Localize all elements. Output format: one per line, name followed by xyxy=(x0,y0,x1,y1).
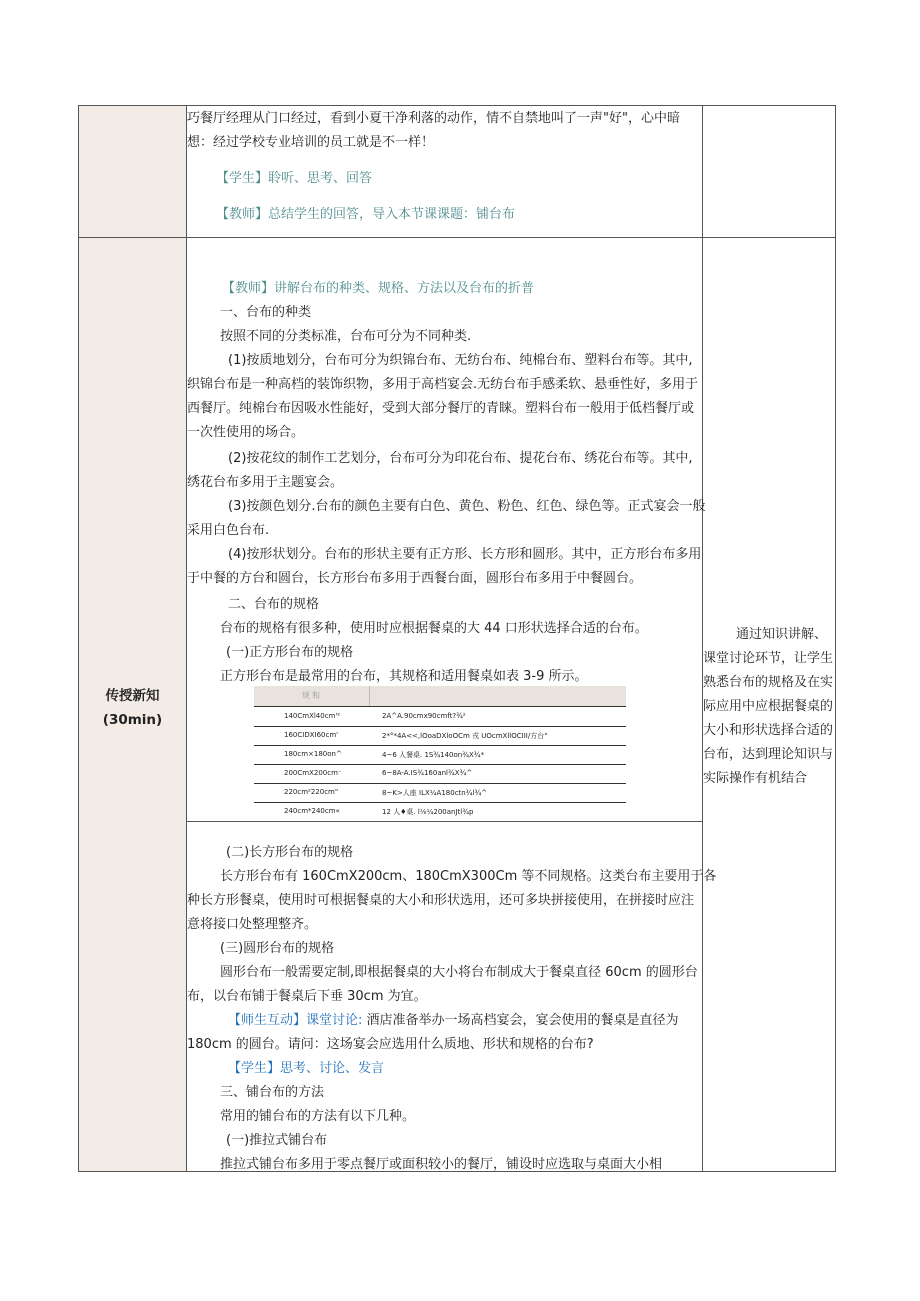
spec-size: 160CIDXI60cm' xyxy=(284,731,339,739)
spec-row xyxy=(254,745,626,764)
spec-table xyxy=(254,686,626,820)
student-text: 聆听、思考、回答 xyxy=(268,171,373,186)
spec-table-header xyxy=(254,686,626,706)
right-note-6: 台布，达到理论知识与 xyxy=(703,747,834,762)
para-5-line-2: 于中餐的方台和圆台，长方形台布多用于西餐台面，圆形台布多用于中餐圆台。 xyxy=(187,571,643,586)
spec-row xyxy=(254,783,626,802)
spec-row xyxy=(254,726,626,745)
col-divider-1 xyxy=(186,105,187,1172)
interaction-line-2: 180cm 的圆台。请问：这场宴会应选用什么质地、形状和规格的台布? xyxy=(187,1037,594,1052)
para-5-line-1: (4)按形状划分。台布的形状主要有正方形、长方形和圆形。其中，正方形台布多用 xyxy=(228,547,702,562)
teacher-intro-text: 讲解台布的种类、规格、方法以及台布的折普 xyxy=(274,281,535,296)
para-10: 常用的铺台布的方法有以下几种。 xyxy=(220,1109,416,1124)
student2-text: 思考、讨论、发言 xyxy=(280,1061,385,1076)
para-4-line-1: (3)按颜色划分.台布的颜色主要有白色、黄色、粉色、红色、绿色等。正式宴会一般 xyxy=(228,499,706,514)
para-3-line-2: 绣花台布多用于主题宴会。 xyxy=(187,475,344,490)
interaction-line-1 xyxy=(228,1009,679,1033)
spec-header-col-line xyxy=(369,686,370,706)
inner-divider xyxy=(186,821,702,822)
right-note-4: 际应用中应根据餐桌的 xyxy=(703,699,834,714)
section-title-line2: (30min) xyxy=(102,712,163,728)
row-divider xyxy=(78,237,836,238)
spec-size: 140CmXl40cm'² xyxy=(284,712,341,720)
spec-use: 4~6 人餐桌. 1S¾140on¾X¾* xyxy=(382,751,485,759)
student-response xyxy=(216,167,372,191)
student-tag: 【学生】 xyxy=(216,171,269,186)
spec-use: 2*°*4A<<,lOoaDXloOCm 戎 UOcmXllOCIII/方台" xyxy=(382,732,548,740)
heading-2: 二、台布的规格 xyxy=(228,597,320,612)
spec-use: 6~8A-A.IS¾160anl¾X¾^ xyxy=(382,769,473,777)
para-2-line-3: 西餐厅。纯棉台布因吸水性能好，受到大部分餐厅的青睐。塑料台布一般用于低档餐厅或 xyxy=(187,401,695,416)
para-8-line-3: 意将接口处整理整齐。 xyxy=(187,917,318,932)
para-11: 推拉式铺台布多用于零点餐厅或面积较小的餐厅，铺设时应选取与桌面大小相 xyxy=(220,1157,663,1172)
para-7: 正方形台布是最常用的台布，其规格和适用餐桌如表 3-9 所示。 xyxy=(220,669,588,684)
interaction-label: 课堂讨论: xyxy=(306,1013,363,1028)
heading-2b: (二)长方形台布的规格 xyxy=(226,845,354,860)
student-response-2 xyxy=(228,1057,384,1081)
teacher-summary xyxy=(216,203,515,227)
para-9-line-1: 圆形台布一般需要定制,即根据餐桌的大小将台布制成大于餐桌直径 60cm 的圆形台 xyxy=(220,965,698,980)
spec-row xyxy=(254,707,626,726)
student2-tag: 【学生】 xyxy=(228,1061,281,1076)
spec-size: 200CmX200cm⁻ xyxy=(284,769,342,777)
heading-3: 三、铺台布的方法 xyxy=(220,1085,325,1100)
right-note-3: 熟悉台布的规格及在实 xyxy=(703,675,834,690)
teacher-intro xyxy=(222,277,534,301)
right-note-1: 通过知识讲解、 xyxy=(736,627,828,642)
interaction-tag: 【师生互动】 xyxy=(228,1013,307,1028)
right-note-2: 课堂讨论环节，让学生 xyxy=(703,651,834,666)
top-line-1: 巧餐厅经理从门口经过，看到小夏干净利落的动作，情不自禁地叫了一声"好"，心中暗 xyxy=(187,111,680,126)
para-8-line-1: 长方形台布有 160CmX200cm、180CmX300Cm 等不同规格。这类台布主要用于各 xyxy=(220,869,717,884)
top-line-2: 想：经过学校专业培训的员工就是不一样！ xyxy=(187,135,435,150)
col-divider-2 xyxy=(702,105,703,1172)
para-4-line-2: 采用白色台布. xyxy=(187,523,270,538)
right-note-5: 大小和形状选择合适的 xyxy=(703,723,834,738)
spec-use: 2A^A.90cmx90cmft?¾² xyxy=(382,712,466,720)
interaction-text-1: 酒店准备举办一场高档宴会，宴会使用的餐桌是直径为 xyxy=(366,1013,679,1028)
spec-size: 240cm*240cm« xyxy=(284,807,340,815)
teacher-text: 总结学生的回答，导入本节课课题：铺台布 xyxy=(268,207,516,222)
spec-row xyxy=(254,764,626,783)
para-8-line-2: 种长方形餐桌，使用时可根据餐桌的大小和形状选用，还可多块拼接使用，在拼接时应注 xyxy=(187,893,695,908)
spec-size: 220cm²220cm" xyxy=(284,788,339,796)
para-6: 台布的规格有很多种，使用时应根据餐桌的大 44 口形状选择合适的台布。 xyxy=(220,621,648,636)
spec-use: 8~K>人座 ILX¼A180ctn¾l¾^ xyxy=(382,789,488,797)
heading-3a: (一)推拉式铺台布 xyxy=(226,1133,328,1148)
right-note-7: 实际操作有机结合 xyxy=(703,771,808,786)
para-2-line-4: 一次性使用的场合。 xyxy=(187,425,305,440)
spec-row xyxy=(254,802,626,821)
para-1: 按照不同的分类标准，台布可分为不同种类. xyxy=(220,329,472,344)
spec-size: 180cm×180on^ xyxy=(284,750,342,758)
para-2-line-1: (1)按质地划分，台布可分为织锦台布、无纺台布、纯棉台布、塑料台布等。其中, xyxy=(228,353,693,368)
para-2-line-2: 织锦台布是一种高档的装饰织物，多用于高档宴会.无纺台布手感柔软、悬垂性好，多用于 xyxy=(187,377,699,392)
para-9-line-2: 布，以台布铺于餐桌后下垂 30cm 为宜。 xyxy=(187,989,427,1004)
teacher-intro-tag: 【教师】 xyxy=(222,281,275,296)
section-title-line1: 传授新知 xyxy=(105,688,160,704)
heading-2a: (一)正方形台布的规格 xyxy=(226,645,354,660)
heading-1: 一、台布的种类 xyxy=(220,305,312,320)
heading-2c: (三)圆形台布的规格 xyxy=(220,941,335,956)
spec-table-header-label: 规和 xyxy=(302,691,322,700)
para-3-line-1: (2)按花纹的制作工艺划分，台布可分为印花台布、提花台布、绣花台布等。其中, xyxy=(228,451,693,466)
teacher-tag: 【教师】 xyxy=(216,207,269,222)
spec-use: 12 人♦桌. l⅛¼200anJtl¾p xyxy=(382,808,474,816)
